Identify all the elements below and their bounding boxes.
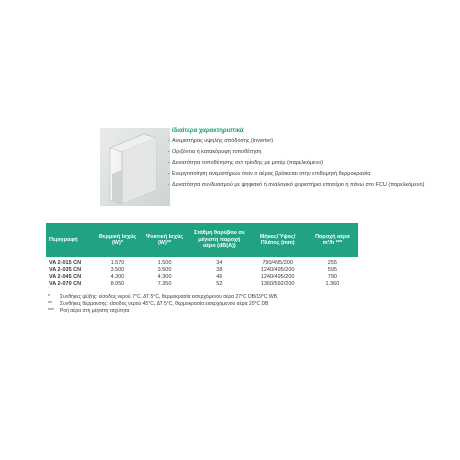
table-row <box>46 257 358 267</box>
features-section <box>168 128 458 193</box>
cell-cooling: 7.350 <box>157 281 172 287</box>
features-title: Ιδιαίτερα χαρακτηριστικά <box>172 128 244 134</box>
footnote-text: Συνθήκες θέρμανσης: είσοδος νερού 45°C, ΔΤ 5°C, θερμοκρασία εισερχόμενου αέρα 20°C DB <box>60 301 269 307</box>
header-dimensions: Μήκος/Ύψος/ Πλάτος (mm) <box>249 223 307 257</box>
footnote <box>48 294 378 301</box>
feature-item: - Οριζόντια ή κατακόρυφη τοποθέτηση <box>168 149 458 156</box>
cell-cooling: 4.300 <box>157 274 172 280</box>
cell-heating: 3.500 <box>110 267 125 273</box>
cell-airflow: 1.360 <box>325 281 340 287</box>
table-header-row <box>46 223 358 257</box>
footnote <box>48 301 378 308</box>
header-heating-power: Θερμική Ισχύς (W)* <box>96 223 139 257</box>
cell-model: VA 2-045 CN <box>49 274 82 280</box>
table-row <box>46 267 358 274</box>
table-row <box>46 281 358 288</box>
cell-airflow: 595 <box>327 267 337 273</box>
cell-heating: 8.050 <box>110 281 125 287</box>
product-image <box>100 128 170 206</box>
cell-cooling: 3.500 <box>157 267 172 273</box>
cell-airflow: 790 <box>327 274 337 280</box>
cell-airflow: 255 <box>327 260 337 266</box>
footnote <box>48 308 378 315</box>
cell-cooling: 1.500 <box>157 260 172 266</box>
footnote-mark: ** <box>48 301 52 307</box>
cell-dimensions: 1360/592/200 <box>260 281 295 287</box>
cell-noise: 46 <box>216 274 223 280</box>
feature-item: - Δυνατότητα συνδυασμού με ψηφιακό ή αναλογικό χειριστήριο επιτοίχιο ή πάνω στο FCU (παρελκόμενο) <box>168 182 458 189</box>
footnotes <box>48 294 378 315</box>
footnote-text: Συνθήκες ψύξης: είσοδος νερού 7°C, ΔΤ 5°C, θερμοκρασία εισερχόμενου αέρα 27°C DB/19°C WB. <box>60 294 279 300</box>
specs-table <box>46 223 358 288</box>
header-noise-level: Στάθμη θορύβου σε μέγιστη παροχή αέρα (dB(A)) <box>190 223 248 257</box>
features-list <box>168 138 458 189</box>
feature-item: - Ενεργοποίηση ανεμιστήρων όταν ο αέρας βρίσκεται στην επιθυμητή θερμοκρασία <box>168 171 458 178</box>
cell-model: VA 2-015 CN <box>49 260 82 266</box>
cell-heating: 1.570 <box>110 260 125 266</box>
table-row <box>46 274 358 281</box>
cell-dimensions: 790/495/200 <box>262 260 293 266</box>
cell-noise: 34 <box>216 260 223 266</box>
footnote-mark: * <box>48 294 50 300</box>
feature-item: - Δυνατότητα τοποθέτησης σετ τρίοδης με μοτέρ (παρελκόμενο) <box>168 160 458 167</box>
cell-model: VA 2-070 CN <box>49 281 82 287</box>
cell-noise: 38 <box>216 267 223 273</box>
cell-model: VA 2-035 CN <box>49 267 82 273</box>
footnote-mark: *** <box>48 308 54 314</box>
cell-heating: 4.300 <box>110 274 125 280</box>
header-cooling-power: Ψυκτική Ισχύς (W)** <box>139 223 190 257</box>
cell-noise: 52 <box>216 281 223 287</box>
feature-item: - Ανεμιστήρας υψηλής απόδοσης (inverter) <box>168 138 458 145</box>
header-air-flow: Παροχή αέρα m³/h *** <box>307 223 358 257</box>
footnote-text: Ροή αέρα στη μέγιστη ταχύτητα <box>60 308 130 314</box>
cell-dimensions: 1240/495/200 <box>260 274 295 280</box>
header-description: Περιγραφή <box>46 223 96 257</box>
cell-dimensions: 1240/495/200 <box>260 267 295 273</box>
